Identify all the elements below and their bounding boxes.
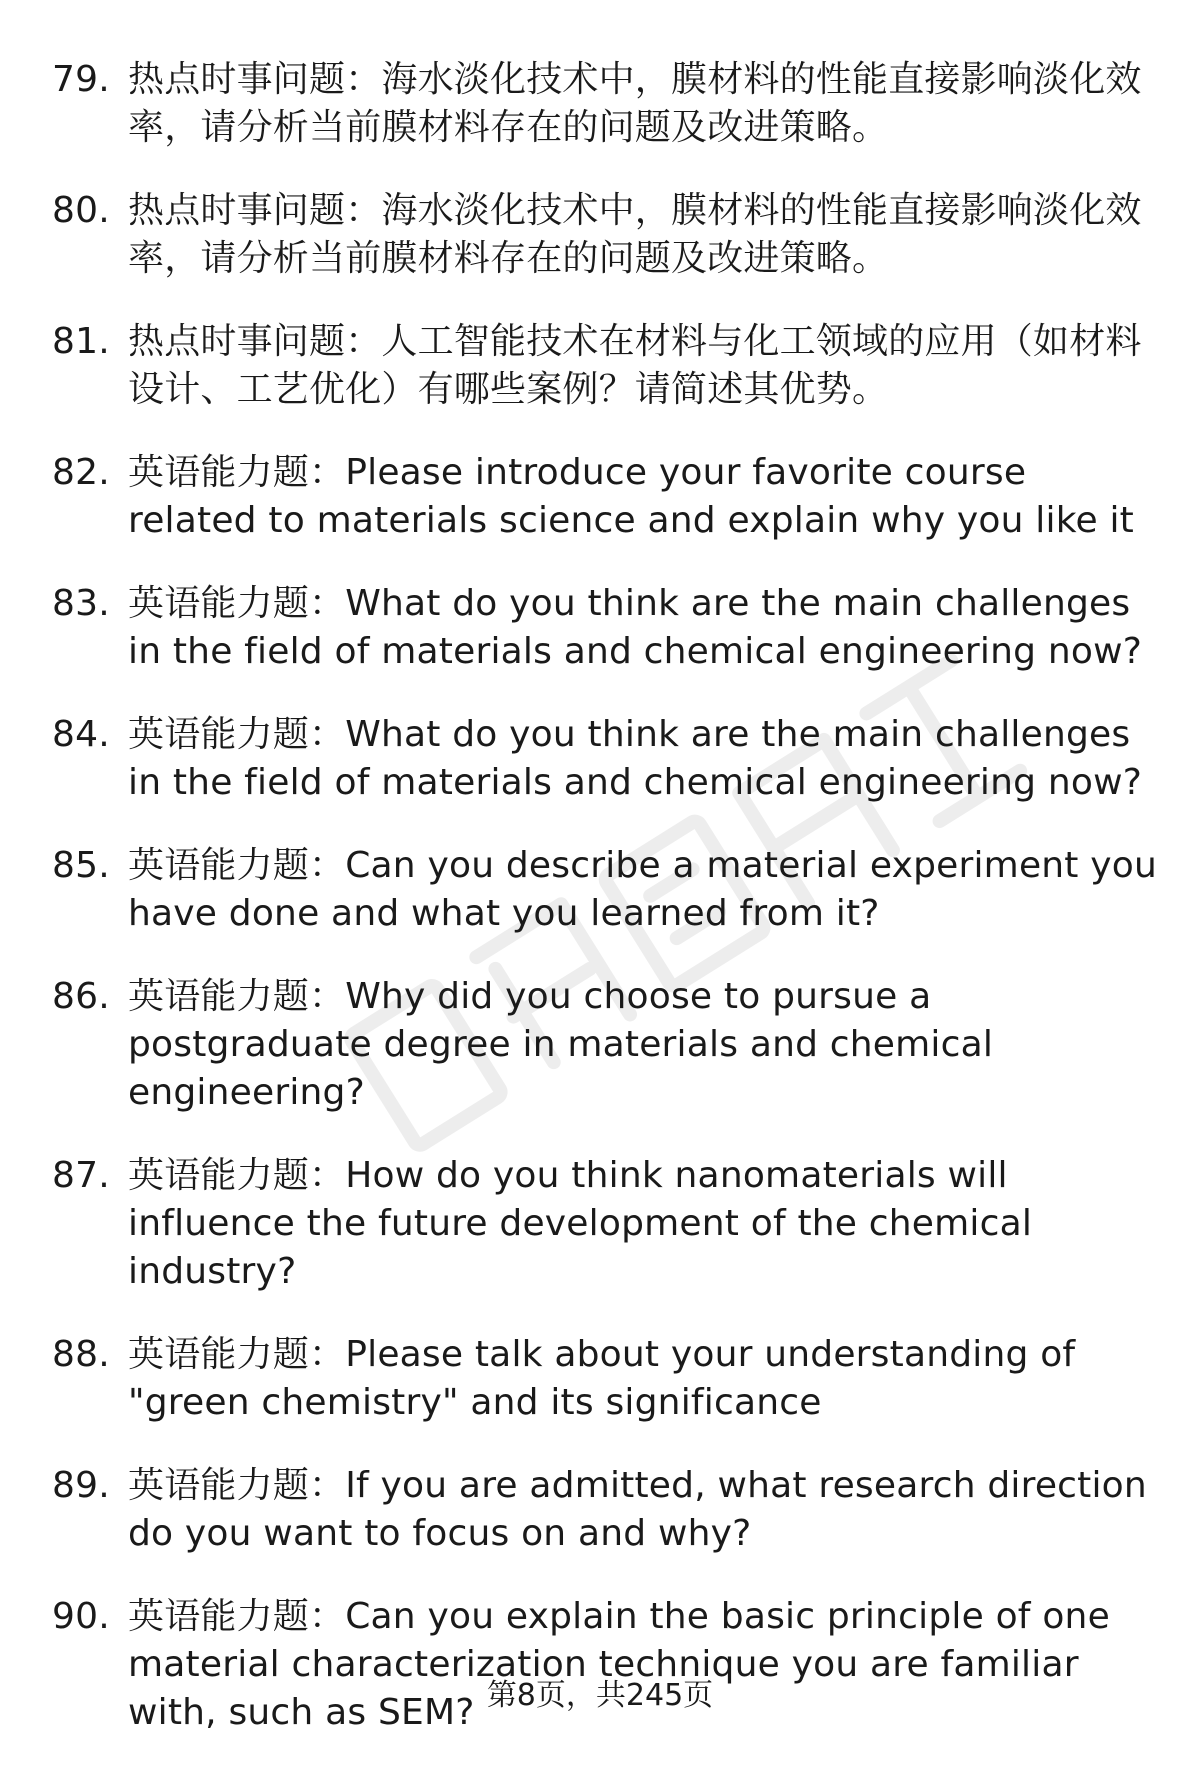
list-item [52, 1462, 1162, 1558]
list-item [52, 56, 1162, 152]
question-body: What do you think are the main challenges in the field of materials and chemical engineering now? [128, 714, 1143, 803]
list-item [52, 318, 1162, 414]
question-number: 82. [52, 452, 110, 493]
question-category: 英语能力题： [128, 1465, 346, 1506]
question-body: Can you explain the basic principle of one material characterization technique you are familiar with, such as SEM? [128, 1596, 1110, 1733]
question-body: Why did you choose to pursue a postgraduate degree in materials and chemical engineering? [128, 976, 994, 1113]
question-number: 79. [52, 59, 110, 100]
question-text [128, 187, 1162, 283]
question-category: 英语能力题： [128, 714, 346, 755]
question-text [128, 318, 1162, 414]
question-category: 英语能力题： [128, 583, 346, 624]
question-text [128, 1331, 1162, 1427]
question-text [128, 1152, 1162, 1296]
question-number: 86. [52, 976, 110, 1017]
question-number: 89. [52, 1465, 110, 1506]
list-item [52, 973, 1162, 1117]
question-number: 90. [52, 1596, 110, 1637]
question-text [128, 842, 1162, 938]
list-item [52, 580, 1162, 676]
list-item [52, 1152, 1162, 1296]
question-number: 81. [52, 321, 110, 362]
question-body: 人工智能技术在材料与化工领域的应用（如材料设计、工艺优化）有哪些案例？请简述其优势。 [128, 321, 1142, 410]
list-item [52, 711, 1162, 807]
page-footer: 第8页，共245页 [486, 1678, 714, 1713]
question-text [128, 56, 1162, 152]
question-category: 英语能力题： [128, 845, 346, 886]
list-item [52, 187, 1162, 283]
list-item [52, 449, 1162, 545]
question-body: Can you describe a material experiment you have done and what you learned from it? [128, 845, 1158, 934]
question-text [128, 1462, 1162, 1558]
question-text [128, 449, 1162, 545]
question-category: 英语能力题： [128, 1155, 346, 1196]
question-number: 88. [52, 1334, 110, 1375]
list-item [52, 842, 1162, 938]
list-item [52, 1331, 1162, 1427]
question-number: 85. [52, 845, 110, 886]
question-category: 热点时事问题： [128, 321, 382, 362]
question-body: If you are admitted, what research direction do you want to focus on and why? [128, 1465, 1147, 1554]
question-body: 海水淡化技术中，膜材料的性能直接影响淡化效率，请分析当前膜材料存在的问题及改进策略。 [128, 190, 1142, 279]
question-category: 热点时事问题： [128, 59, 382, 100]
question-text [128, 973, 1162, 1117]
question-text [128, 580, 1162, 676]
question-number: 84. [52, 714, 110, 755]
question-body: What do you think are the main challenges in the field of materials and chemical engineering now? [128, 583, 1143, 672]
question-number: 83. [52, 583, 110, 624]
question-body: 海水淡化技术中，膜材料的性能直接影响淡化效率，请分析当前膜材料存在的问题及改进策略。 [128, 59, 1142, 148]
question-text [128, 711, 1162, 807]
question-list [52, 56, 1162, 1772]
question-body: Please talk about your understanding of "green chemistry" and its significance [128, 1334, 1076, 1423]
question-category: 英语能力题： [128, 452, 346, 493]
question-body: Please introduce your favorite course related to materials science and explain why you like it [128, 452, 1134, 541]
question-body: How do you think nanomaterials will influence the future development of the chemical industry? [128, 1155, 1033, 1292]
question-category: 英语能力题： [128, 1334, 346, 1375]
question-category: 英语能力题： [128, 976, 346, 1017]
question-category: 热点时事问题： [128, 190, 382, 231]
question-number: 87. [52, 1155, 110, 1196]
question-category: 英语能力题： [128, 1596, 346, 1637]
question-number: 80. [52, 190, 110, 231]
